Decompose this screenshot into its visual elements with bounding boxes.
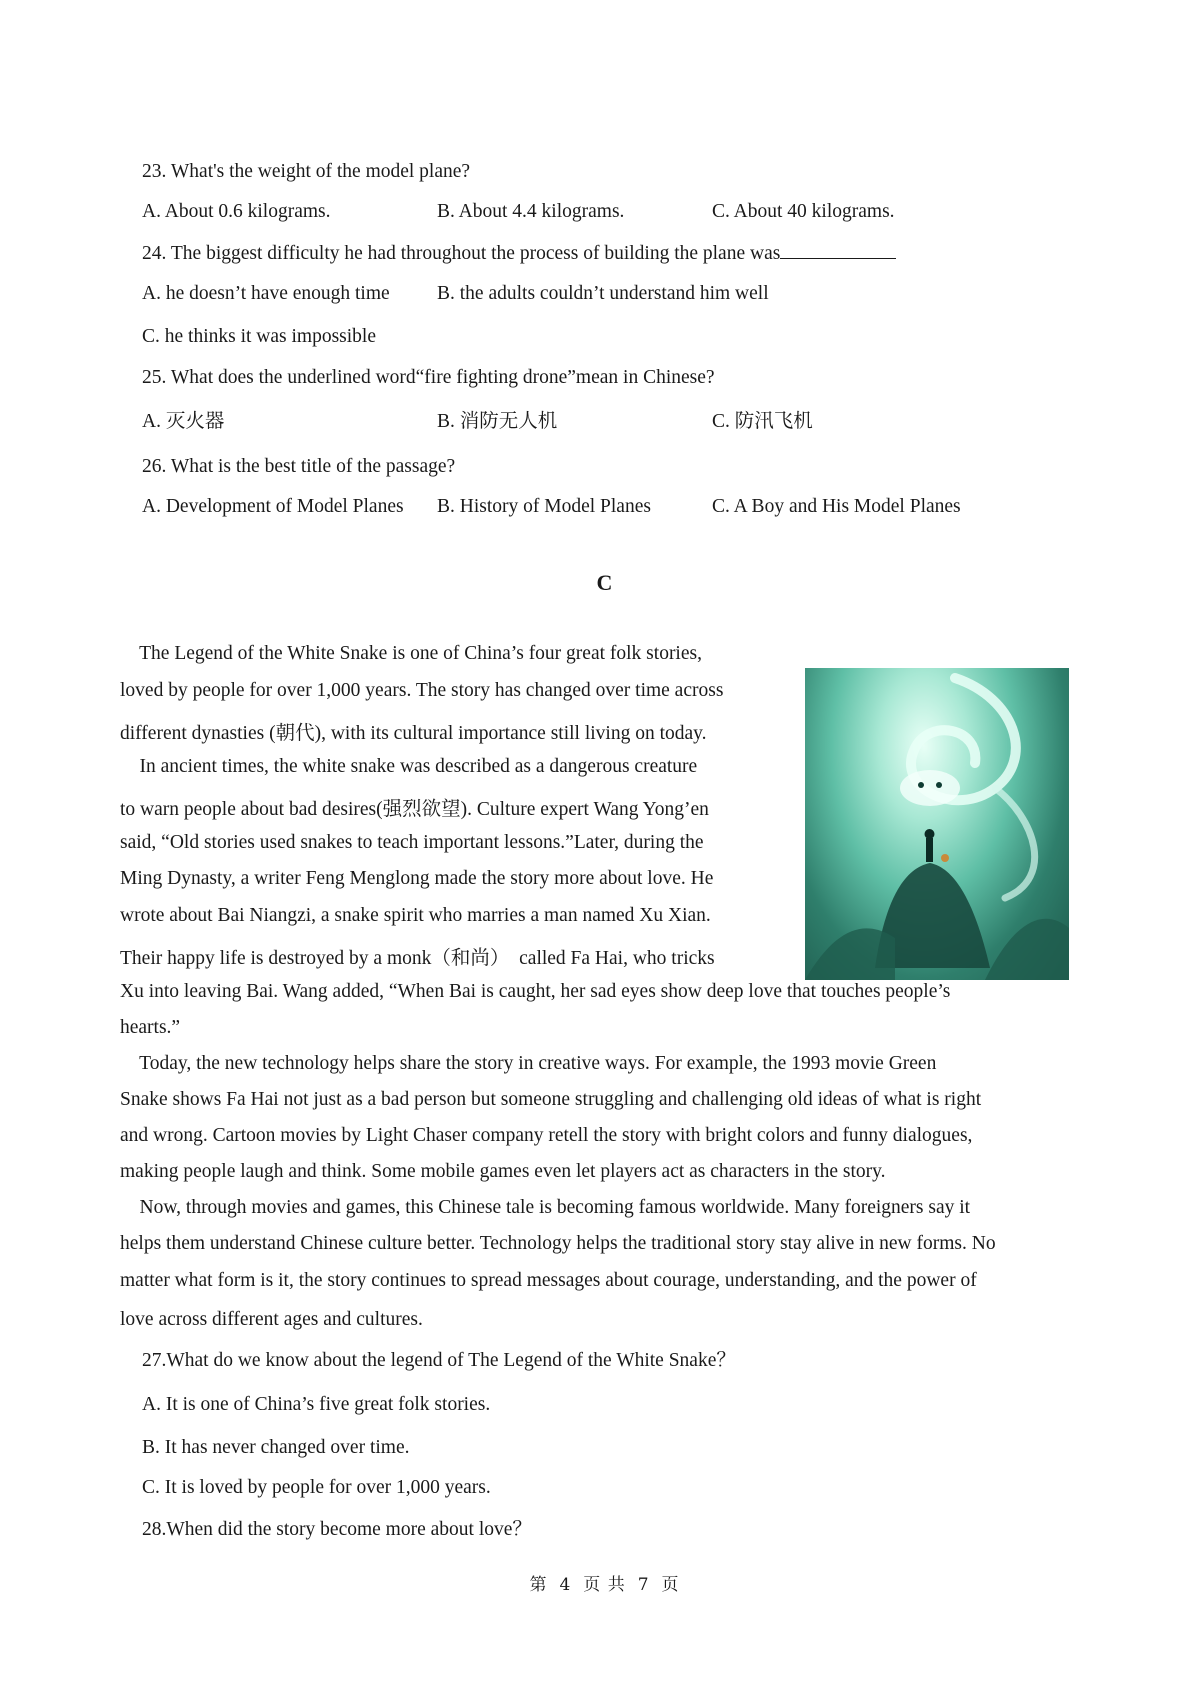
passage-line-10: Xu into leaving Bai. Wang added, “When Bai is caught, her sad eyes show deep love that touches people’s xyxy=(120,981,951,1002)
passage-line-2: loved by people for over 1,000 years. The story has changed over time across xyxy=(120,680,724,701)
question-24-stem: 24. The biggest difficulty he had throughout the process of building the plane was xyxy=(142,243,781,264)
passage-line-7: Ming Dynasty, a writer Feng Menglong made the story more about love. He xyxy=(120,868,714,889)
answer-blank xyxy=(780,240,896,259)
passage-line-15: making people laugh and think. Some mobile games even let players act as characters in the story. xyxy=(120,1161,886,1182)
passage-line-19: love across different ages and cultures. xyxy=(120,1309,423,1330)
question-27-option-a: A. It is one of China’s five great folk stories. xyxy=(142,1394,491,1415)
passage-line-3: different dynasties (朝代), with its cultural importance still living on today. xyxy=(120,723,707,744)
question-24 xyxy=(142,240,896,266)
passage-line-9: Their happy life is destroyed by a monk（和尚） called Fa Hai, who tricks xyxy=(120,948,715,969)
passage-line-13: Snake shows Fa Hai not just as a bad person but someone struggling and challenging old ideas of what is right xyxy=(120,1089,982,1110)
footer-page-number: 4 xyxy=(559,1575,572,1595)
question-26-option-c: C. A Boy and His Model Planes xyxy=(712,496,961,517)
question-27-stem: 27.What do we know about the legend of The Legend of the White Snake？ xyxy=(142,1350,736,1371)
question-25-option-c: C. 防汛飞机 xyxy=(712,411,813,432)
passage-line-17: helps them understand Chinese culture better. Technology helps the traditional story stay alive in new forms. No xyxy=(120,1233,996,1254)
passage-line-5: to warn people about bad desires(强烈欲望). Culture expert Wang Yong’en xyxy=(120,799,709,820)
footer-prefix: 第 xyxy=(529,1575,548,1595)
passage-line-8: wrote about Bai Niangzi, a snake spirit who marries a man named Xu Xian. xyxy=(120,905,711,926)
passage-line-11: hearts.” xyxy=(120,1017,181,1038)
question-27-option-c: C. It is loved by people for over 1,000 years. xyxy=(142,1477,491,1498)
passage-line-12: Today, the new technology helps share the story in creative ways. For example, the 1993 movie Green xyxy=(120,1053,937,1074)
passage-line-1: The Legend of the White Snake is one of China’s four great folk stories, xyxy=(120,643,702,664)
page-footer xyxy=(0,1570,1191,1595)
section-title: C xyxy=(596,570,613,595)
question-25-option-a: A. 灭火器 xyxy=(142,411,225,432)
question-23-option-b: B. About 4.4 kilograms. xyxy=(437,201,625,222)
question-24-option-c: C. he thinks it was impossible xyxy=(142,326,376,347)
question-27-option-b: B. It has never changed over time. xyxy=(142,1437,410,1458)
dragon-scene-graphic xyxy=(805,668,1069,980)
question-25-stem: 25. What does the underlined word“fire fighting drone”mean in Chinese? xyxy=(142,367,715,388)
footer-total-pages: 7 xyxy=(637,1575,650,1595)
question-26-option-b: B. History of Model Planes xyxy=(437,496,651,517)
passage-line-4: In ancient times, the white snake was described as a dangerous creature xyxy=(120,756,698,777)
footer-suffix: 页 xyxy=(661,1575,680,1595)
question-24-option-a: A. he doesn’t have enough time xyxy=(142,283,390,304)
passage-line-16: Now, through movies and games, this Chinese tale is becoming famous worldwide. Many foreigners say it xyxy=(120,1197,971,1218)
white-snake-illustration xyxy=(805,668,1069,980)
question-23-stem: 23. What's the weight of the model plane? xyxy=(142,161,471,182)
passage-line-6: said, “Old stories used snakes to teach important lessons.”Later, during the xyxy=(120,832,704,853)
question-24-option-b: B. the adults couldn’t understand him well xyxy=(437,283,769,304)
question-25-option-b: B. 消防无人机 xyxy=(437,411,558,432)
question-26-option-a: A. Development of Model Planes xyxy=(142,496,404,517)
question-28-stem: 28.When did the story become more about love？ xyxy=(142,1519,532,1540)
question-23-option-c: C. About 40 kilograms. xyxy=(712,201,895,222)
footer-mid: 页 共 xyxy=(583,1575,626,1595)
question-23-option-a: A. About 0.6 kilograms. xyxy=(142,201,331,222)
question-26-stem: 26. What is the best title of the passage? xyxy=(142,456,456,477)
passage-line-14: and wrong. Cartoon movies by Light Chaser company retell the story with bright colors and funny dialogues, xyxy=(120,1125,973,1146)
passage-line-18: matter what form is it, the story continues to spread messages about courage, understanding, and the power of xyxy=(120,1270,977,1291)
